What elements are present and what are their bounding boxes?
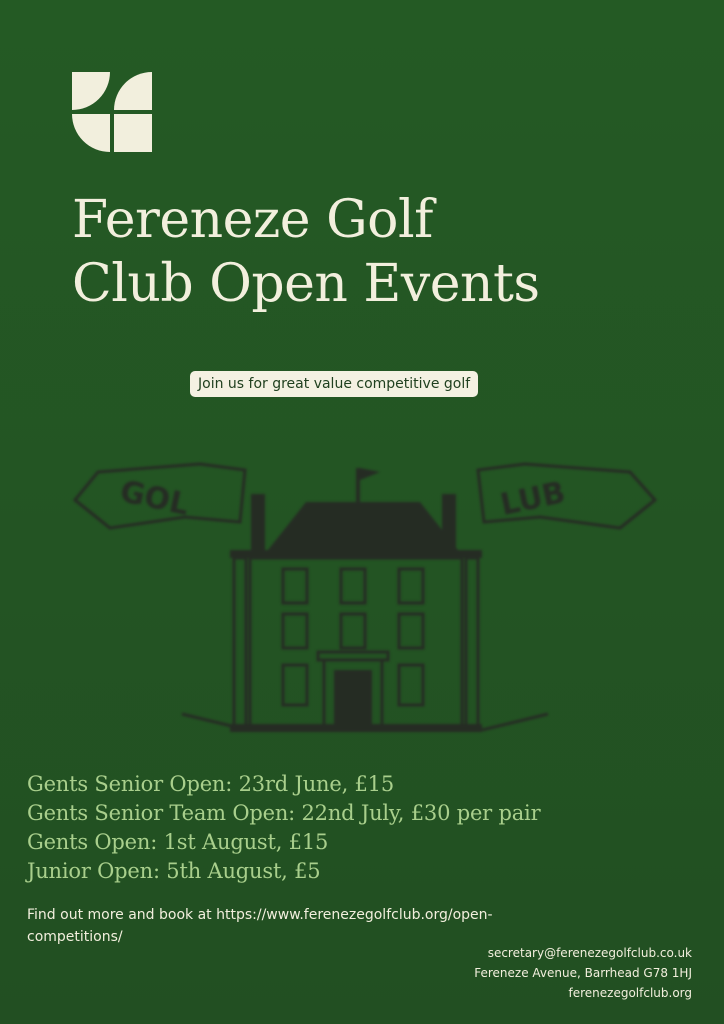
events-list (27, 770, 540, 886)
clubhouse-emblem-icon (70, 462, 660, 744)
event-item: Gents Senior Open: 23rd June, £15 (27, 772, 395, 796)
title-line-2: Club Open Events (72, 254, 540, 314)
title-line-1: Fereneze Golf (72, 190, 433, 250)
club-logo-icon (72, 72, 152, 152)
event-item: Gents Senior Team Open: 22nd July, £30 per pair (27, 801, 541, 825)
contact-block (474, 943, 692, 1003)
event-item: Junior Open: 5th August, £5 (27, 859, 321, 883)
emblem-banner-left: GOL (116, 474, 192, 523)
event-item: Gents Open: 1st August, £15 (27, 830, 329, 854)
contact-website: ferenezegolfclub.org (568, 986, 692, 1000)
page-title (72, 188, 692, 316)
booking-call-to-action: Find out more and book at https://www.ferenezegolfclub.org/open-competitions/ (27, 907, 493, 945)
contact-address: Fereneze Avenue, Barrhead G78 1HJ (474, 966, 692, 980)
tagline-badge: Join us for great value competitive golf (190, 371, 478, 397)
emblem-banner-right: LUB (497, 475, 569, 523)
contact-email: secretary@ferenezegolfclub.co.uk (487, 946, 692, 960)
